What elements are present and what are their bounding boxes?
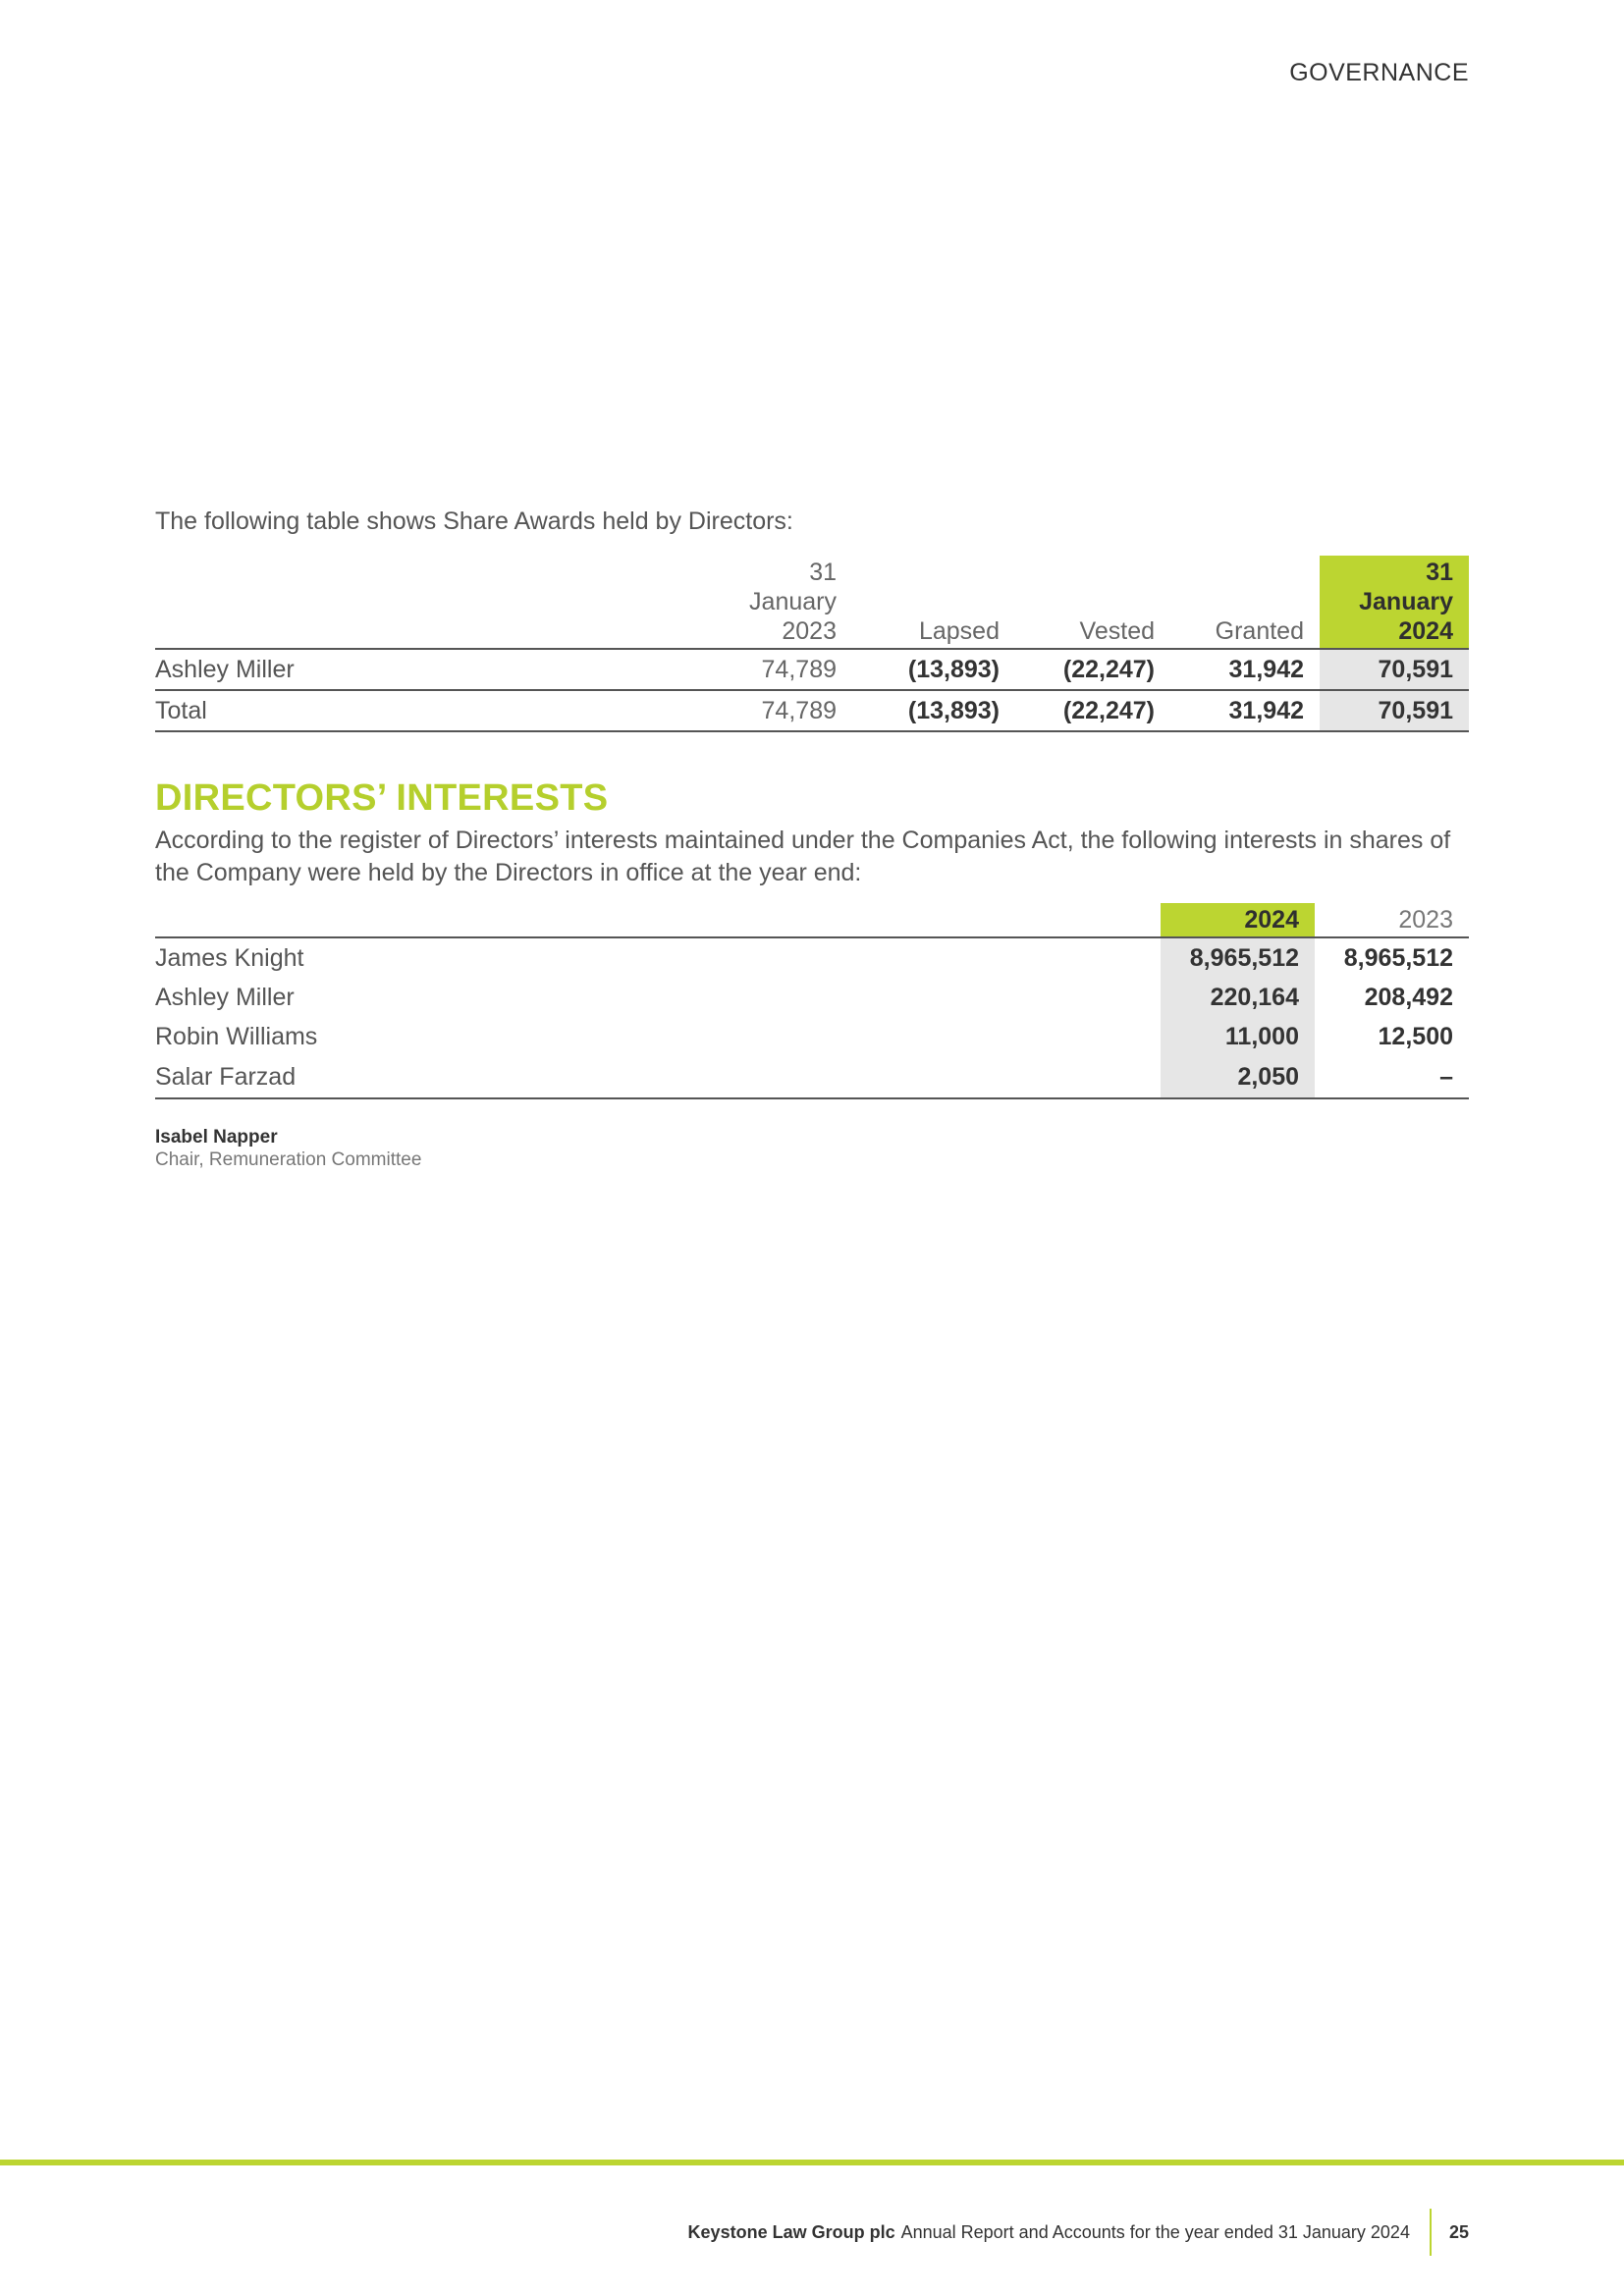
table-cell: 31,942 — [1170, 649, 1320, 690]
table-cell: 74,789 — [685, 649, 852, 690]
column-header — [155, 903, 1161, 937]
table-cell: – — [1315, 1056, 1469, 1098]
table-row — [155, 1017, 1469, 1056]
table-cell: 74,789 — [685, 690, 852, 731]
row-label: Ashley Miller — [155, 984, 295, 1011]
column-header-label: 31 January 2024 — [1359, 559, 1453, 645]
table-cell-highlighted: 70,591 — [1320, 690, 1469, 731]
column-header: 2023 — [1315, 903, 1469, 937]
table-cell-highlighted: 220,164 — [1161, 978, 1315, 1017]
table-cell: 31,942 — [1170, 690, 1320, 731]
directors-interests-paragraph: According to the register of Directors’ interests maintained under the Companies Act, the following interests in shares of the Company were held by the Directors in office at the year end: — [155, 827, 1451, 886]
row-label: Ashley Miller — [155, 649, 685, 690]
column-header — [155, 556, 685, 649]
column-header: Lapsed — [852, 556, 1015, 649]
page-number: 25 — [1448, 2221, 1469, 2242]
row-label: James Knight — [155, 944, 304, 972]
footer-divider — [1430, 2209, 1432, 2256]
table-cell: (22,247) — [1015, 649, 1170, 690]
table-cell: 12,500 — [1378, 1023, 1453, 1050]
table-row-total — [155, 690, 1469, 731]
table-cell-highlighted: 70,591 — [1320, 649, 1469, 690]
table-cell-highlighted: 2,050 — [1161, 1056, 1315, 1098]
page-content — [155, 505, 1469, 1172]
signatory-name: Isabel Napper — [155, 1127, 278, 1148]
row-label: Robin Williams — [155, 1023, 318, 1050]
column-header-highlighted — [1320, 556, 1469, 649]
table-header-row — [155, 556, 1469, 649]
column-header-label: 31 January 2023 — [749, 559, 837, 645]
table-row — [155, 978, 1469, 1017]
table-cell: 208,492 — [1364, 984, 1453, 1011]
footer-description: Annual Report and Accounts for the year ended 31 January 2024 — [900, 2221, 1410, 2242]
table-cell-highlighted: 8,965,512 — [1161, 937, 1315, 978]
table-row — [155, 1056, 1469, 1098]
directors-interests-heading: DIRECTORS’ INTERESTS — [155, 777, 609, 819]
table-cell: (13,893) — [852, 690, 1015, 731]
footer-rule — [0, 2160, 1624, 2165]
column-header — [685, 556, 852, 649]
table-cell-highlighted: 11,000 — [1161, 1017, 1315, 1056]
share-awards-intro: The following table shows Share Awards held by Directors: — [155, 507, 793, 535]
section-label: GOVERNANCE — [1289, 59, 1469, 86]
column-header: Vested — [1015, 556, 1170, 649]
table-cell: (22,247) — [1015, 690, 1170, 731]
page-footer — [688, 2209, 1469, 2256]
directors-interests-table — [155, 903, 1469, 1099]
row-label: Salar Farzad — [155, 1056, 1161, 1098]
column-header: Granted — [1170, 556, 1320, 649]
table-row — [155, 649, 1469, 690]
row-label: Total — [155, 690, 685, 731]
table-cell: 8,965,512 — [1343, 944, 1453, 972]
footer-company: Keystone Law Group plc — [687, 2221, 895, 2242]
signatory-role: Chair, Remuneration Committee — [155, 1149, 422, 1170]
table-header-row — [155, 903, 1469, 937]
column-header-highlighted: 2024 — [1161, 903, 1315, 937]
table-row — [155, 937, 1469, 978]
table-cell: (13,893) — [852, 649, 1015, 690]
share-awards-table — [155, 556, 1469, 732]
